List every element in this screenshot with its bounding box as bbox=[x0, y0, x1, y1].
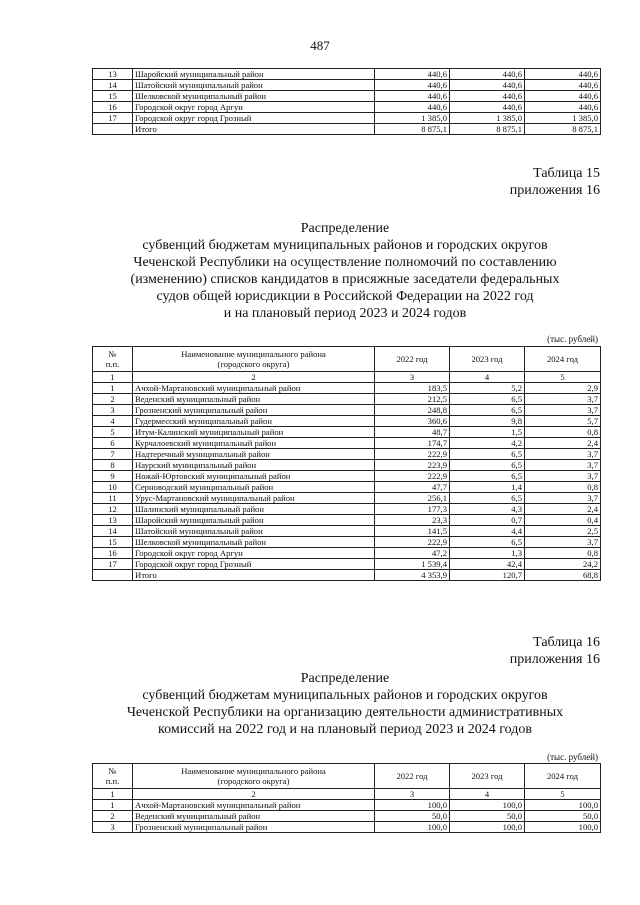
row-value-2023: 4,2 bbox=[450, 438, 525, 449]
row-value-2024: 440,6 bbox=[525, 102, 601, 113]
row-value-2022: 8 875,1 bbox=[375, 124, 450, 135]
table-row bbox=[93, 113, 601, 124]
row-value-2024: 50,0 bbox=[525, 811, 601, 822]
row-value-2022: 223,9 bbox=[375, 460, 450, 471]
row-value-2024: 8 875,1 bbox=[525, 124, 601, 135]
row-value-2024: 2,5 bbox=[525, 526, 601, 537]
row-value-2023: 1,5 bbox=[450, 427, 525, 438]
row-value-2024: 24,2 bbox=[525, 559, 601, 570]
row-value-2022: 100,0 bbox=[375, 800, 450, 811]
table-row bbox=[93, 559, 601, 570]
row-number: 12 bbox=[93, 504, 133, 515]
header-2023: 2023 год bbox=[450, 347, 525, 372]
header-name: Наименование муниципального района (городского округа) bbox=[133, 764, 375, 789]
table-row bbox=[93, 449, 601, 460]
row-number: 11 bbox=[93, 493, 133, 504]
row-value-2023: 1,4 bbox=[450, 482, 525, 493]
row-value-2024: 3,7 bbox=[525, 405, 601, 416]
row-value-2023: 440,6 bbox=[450, 69, 525, 80]
row-value-2022: 440,6 bbox=[375, 91, 450, 102]
table-row bbox=[93, 471, 601, 482]
row-name: Серноводский муниципальный район bbox=[133, 482, 375, 493]
table-row bbox=[93, 504, 601, 515]
column-index: 5 bbox=[525, 372, 601, 383]
title-line: субвенций бюджетам муниципальных районов и городских округов bbox=[142, 688, 548, 703]
table16 bbox=[92, 763, 601, 833]
row-value-2023: 0,7 bbox=[450, 515, 525, 526]
row-value-2024: 68,8 bbox=[525, 570, 601, 581]
title-line: Чеченской Республики на осуществление полномочий по составлению bbox=[133, 255, 557, 270]
table-row bbox=[93, 548, 601, 559]
table-row bbox=[93, 811, 601, 822]
table-row bbox=[93, 124, 601, 135]
row-value-2024: 3,7 bbox=[525, 449, 601, 460]
row-number: 8 bbox=[93, 460, 133, 471]
table-row bbox=[93, 91, 601, 102]
row-value-2022: 1 539,4 bbox=[375, 559, 450, 570]
row-value-2022: 1 385,0 bbox=[375, 113, 450, 124]
column-index: 1 bbox=[93, 789, 133, 800]
row-value-2022: 48,7 bbox=[375, 427, 450, 438]
row-value-2024: 5,7 bbox=[525, 416, 601, 427]
table16-label-appendix: приложения 16 bbox=[509, 652, 600, 667]
row-value-2022: 183,5 bbox=[375, 383, 450, 394]
row-value-2023: 1 385,0 bbox=[450, 113, 525, 124]
row-value-2024: 2,4 bbox=[525, 438, 601, 449]
table-row bbox=[93, 822, 601, 833]
row-value-2023: 6,5 bbox=[450, 493, 525, 504]
table-row bbox=[93, 526, 601, 537]
table-row bbox=[93, 427, 601, 438]
row-number: 13 bbox=[93, 515, 133, 526]
row-number: 10 bbox=[93, 482, 133, 493]
row-value-2022: 141,5 bbox=[375, 526, 450, 537]
table-row bbox=[93, 394, 601, 405]
row-name: Веденский муниципальный район bbox=[133, 394, 375, 405]
row-value-2023: 9,8 bbox=[450, 416, 525, 427]
row-value-2024: 100,0 bbox=[525, 800, 601, 811]
row-number: 1 bbox=[93, 383, 133, 394]
row-name: Городской округ город Аргун bbox=[133, 102, 375, 113]
row-name: Городской округ город Грозный bbox=[133, 113, 375, 124]
table-row bbox=[93, 800, 601, 811]
row-value-2024: 2,9 bbox=[525, 383, 601, 394]
header-num: № п.п. bbox=[93, 347, 133, 372]
page-number: 487 bbox=[310, 38, 330, 53]
row-number: 17 bbox=[93, 113, 133, 124]
row-value-2022: 47,7 bbox=[375, 482, 450, 493]
table-row bbox=[93, 405, 601, 416]
row-value-2023: 6,5 bbox=[450, 471, 525, 482]
row-value-2022: 360,6 bbox=[375, 416, 450, 427]
row-value-2024: 3,7 bbox=[525, 471, 601, 482]
row-value-2024: 0,8 bbox=[525, 548, 601, 559]
row-number: 3 bbox=[93, 822, 133, 833]
row-value-2022: 440,6 bbox=[375, 69, 450, 80]
row-value-2024: 0,8 bbox=[525, 482, 601, 493]
row-name: Грозненский муниципальный район bbox=[133, 405, 375, 416]
header-2024: 2024 год bbox=[525, 764, 601, 789]
row-value-2024: 3,7 bbox=[525, 394, 601, 405]
row-value-2023: 440,6 bbox=[450, 102, 525, 113]
row-value-2024: 440,6 bbox=[525, 80, 601, 91]
row-name: Ножай-Юртовский муниципальный район bbox=[133, 471, 375, 482]
row-value-2022: 212,5 bbox=[375, 394, 450, 405]
row-value-2022: 50,0 bbox=[375, 811, 450, 822]
row-value-2024: 0,8 bbox=[525, 427, 601, 438]
row-value-2023: 100,0 bbox=[450, 822, 525, 833]
row-value-2023: 5,2 bbox=[450, 383, 525, 394]
row-name: Шатойский муниципальный район bbox=[133, 526, 375, 537]
row-name: Шелковской муниципальный район bbox=[133, 91, 375, 102]
row-value-2023: 6,5 bbox=[450, 405, 525, 416]
row-value-2023: 6,5 bbox=[450, 460, 525, 471]
row-value-2023: 50,0 bbox=[450, 811, 525, 822]
table-row bbox=[93, 460, 601, 471]
row-value-2022: 47,2 bbox=[375, 548, 450, 559]
row-name: Итого bbox=[133, 124, 375, 135]
top-continuation-table bbox=[92, 68, 601, 135]
row-number: 14 bbox=[93, 526, 133, 537]
table-row bbox=[93, 69, 601, 80]
title-line: и на плановый период 2023 и 2024 годов bbox=[223, 306, 467, 321]
row-value-2022: 177,3 bbox=[375, 504, 450, 515]
table-row bbox=[93, 515, 601, 526]
row-value-2022: 4 353,9 bbox=[375, 570, 450, 581]
row-name: Шалинский муниципальный район bbox=[133, 504, 375, 515]
table15-title bbox=[95, 220, 595, 322]
row-number: 7 bbox=[93, 449, 133, 460]
table16-label bbox=[510, 634, 600, 668]
row-value-2024: 3,7 bbox=[525, 460, 601, 471]
column-index: 4 bbox=[450, 372, 525, 383]
row-value-2024: 3,7 bbox=[525, 537, 601, 548]
column-index: 5 bbox=[525, 789, 601, 800]
row-number bbox=[93, 570, 133, 581]
row-value-2022: 100,0 bbox=[375, 822, 450, 833]
title-line: Распределение bbox=[300, 671, 390, 686]
row-number bbox=[93, 124, 133, 135]
row-value-2023: 6,5 bbox=[450, 394, 525, 405]
row-number: 14 bbox=[93, 80, 133, 91]
table-row bbox=[93, 570, 601, 581]
table15-header bbox=[93, 347, 601, 383]
row-number: 13 bbox=[93, 69, 133, 80]
row-name: Шатойский муниципальный район bbox=[133, 80, 375, 91]
table15-label bbox=[510, 165, 600, 199]
table-row bbox=[93, 438, 601, 449]
row-number: 2 bbox=[93, 394, 133, 405]
row-number: 16 bbox=[93, 102, 133, 113]
row-name: Надтеречный муниципальный район bbox=[133, 449, 375, 460]
title-line: судов общей юрисдикции в Российской Федерации на 2022 год bbox=[156, 289, 534, 304]
row-name: Итум-Калинский муниципальный район bbox=[133, 427, 375, 438]
row-value-2023: 120,7 bbox=[450, 570, 525, 581]
header-num: № п.п. bbox=[93, 764, 133, 789]
row-number: 2 bbox=[93, 811, 133, 822]
row-name: Шелковской муниципальный район bbox=[133, 537, 375, 548]
row-value-2023: 4,4 bbox=[450, 526, 525, 537]
row-number: 3 bbox=[93, 405, 133, 416]
title-line: (изменению) списков кандидатов в присяжные заседатели федеральных bbox=[130, 272, 560, 287]
table-row bbox=[93, 482, 601, 493]
row-number: 1 bbox=[93, 800, 133, 811]
row-value-2022: 222,9 bbox=[375, 449, 450, 460]
title-line: Распределение bbox=[300, 221, 390, 236]
row-value-2023: 440,6 bbox=[450, 80, 525, 91]
table-row bbox=[93, 383, 601, 394]
row-value-2023: 8 875,1 bbox=[450, 124, 525, 135]
row-value-2023: 6,5 bbox=[450, 537, 525, 548]
row-value-2022: 256,1 bbox=[375, 493, 450, 504]
column-index: 4 bbox=[450, 789, 525, 800]
row-name: Шаройский муниципальный район bbox=[133, 69, 375, 80]
title-line: комиссий на 2022 год и на плановый период 2023 и 2024 годов bbox=[158, 722, 532, 737]
header-name: Наименование муниципального района (городского округа) bbox=[133, 347, 375, 372]
row-value-2022: 248,8 bbox=[375, 405, 450, 416]
table15 bbox=[92, 346, 601, 581]
row-number: 4 bbox=[93, 416, 133, 427]
header-2022: 2022 год bbox=[375, 764, 450, 789]
row-name: Ачхой-Мартановский муниципальный район bbox=[133, 800, 375, 811]
title-line: субвенций бюджетам муниципальных районов и городских округов bbox=[142, 238, 548, 253]
row-value-2024: 3,7 bbox=[525, 493, 601, 504]
row-number: 15 bbox=[93, 537, 133, 548]
table-row bbox=[93, 493, 601, 504]
table16-header bbox=[93, 764, 601, 800]
column-index: 2 bbox=[133, 789, 375, 800]
table16-unit-label: (тыс. рублей) bbox=[547, 752, 598, 762]
row-value-2024: 100,0 bbox=[525, 822, 601, 833]
row-value-2023: 6,5 bbox=[450, 449, 525, 460]
row-number: 9 bbox=[93, 471, 133, 482]
row-value-2023: 100,0 bbox=[450, 800, 525, 811]
row-value-2024: 440,6 bbox=[525, 69, 601, 80]
table16-label-number: Таблица 16 bbox=[533, 635, 600, 650]
table16-title bbox=[95, 670, 595, 738]
row-number: 17 bbox=[93, 559, 133, 570]
row-value-2024: 2,4 bbox=[525, 504, 601, 515]
column-index: 1 bbox=[93, 372, 133, 383]
row-name: Курчалоевский муниципальный район bbox=[133, 438, 375, 449]
row-value-2022: 222,9 bbox=[375, 537, 450, 548]
column-index: 2 bbox=[133, 372, 375, 383]
header-2022: 2022 год bbox=[375, 347, 450, 372]
row-value-2022: 440,6 bbox=[375, 80, 450, 91]
row-name: Веденский муниципальный район bbox=[133, 811, 375, 822]
row-value-2023: 1,3 bbox=[450, 548, 525, 559]
row-name: Городской округ город Грозный bbox=[133, 559, 375, 570]
row-number: 15 bbox=[93, 91, 133, 102]
column-index: 3 bbox=[375, 789, 450, 800]
table15-label-number: Таблица 15 bbox=[533, 166, 600, 181]
table15-label-appendix: приложения 16 bbox=[509, 183, 600, 198]
table-row bbox=[93, 80, 601, 91]
row-name: Грозненский муниципальный район bbox=[133, 822, 375, 833]
row-number: 6 bbox=[93, 438, 133, 449]
row-value-2022: 23,3 bbox=[375, 515, 450, 526]
row-value-2024: 0,4 bbox=[525, 515, 601, 526]
row-name: Урус-Мартановский муниципальный район bbox=[133, 493, 375, 504]
table-row bbox=[93, 537, 601, 548]
row-value-2023: 42,4 bbox=[450, 559, 525, 570]
table-row bbox=[93, 102, 601, 113]
row-name: Шаройский муниципальный район bbox=[133, 515, 375, 526]
row-value-2023: 440,6 bbox=[450, 91, 525, 102]
row-name: Гудермесский муниципальный район bbox=[133, 416, 375, 427]
table15-unit-label: (тыс. рублей) bbox=[547, 334, 598, 344]
column-index: 3 bbox=[375, 372, 450, 383]
header-2023: 2023 год bbox=[450, 764, 525, 789]
row-name: Ачхой-Мартановский муниципальный район bbox=[133, 383, 375, 394]
row-number: 5 bbox=[93, 427, 133, 438]
row-name: Наурский муниципальный район bbox=[133, 460, 375, 471]
row-value-2024: 440,6 bbox=[525, 91, 601, 102]
row-number: 16 bbox=[93, 548, 133, 559]
row-value-2022: 222,9 bbox=[375, 471, 450, 482]
title-line: Чеченской Республики на организацию деятельности административных bbox=[126, 705, 564, 720]
row-value-2023: 4,3 bbox=[450, 504, 525, 515]
header-2024: 2024 год bbox=[525, 347, 601, 372]
row-name: Итого bbox=[133, 570, 375, 581]
row-name: Городской округ город Аргун bbox=[133, 548, 375, 559]
row-value-2024: 1 385,0 bbox=[525, 113, 601, 124]
row-value-2022: 174,7 bbox=[375, 438, 450, 449]
table-row bbox=[93, 416, 601, 427]
row-value-2022: 440,6 bbox=[375, 102, 450, 113]
